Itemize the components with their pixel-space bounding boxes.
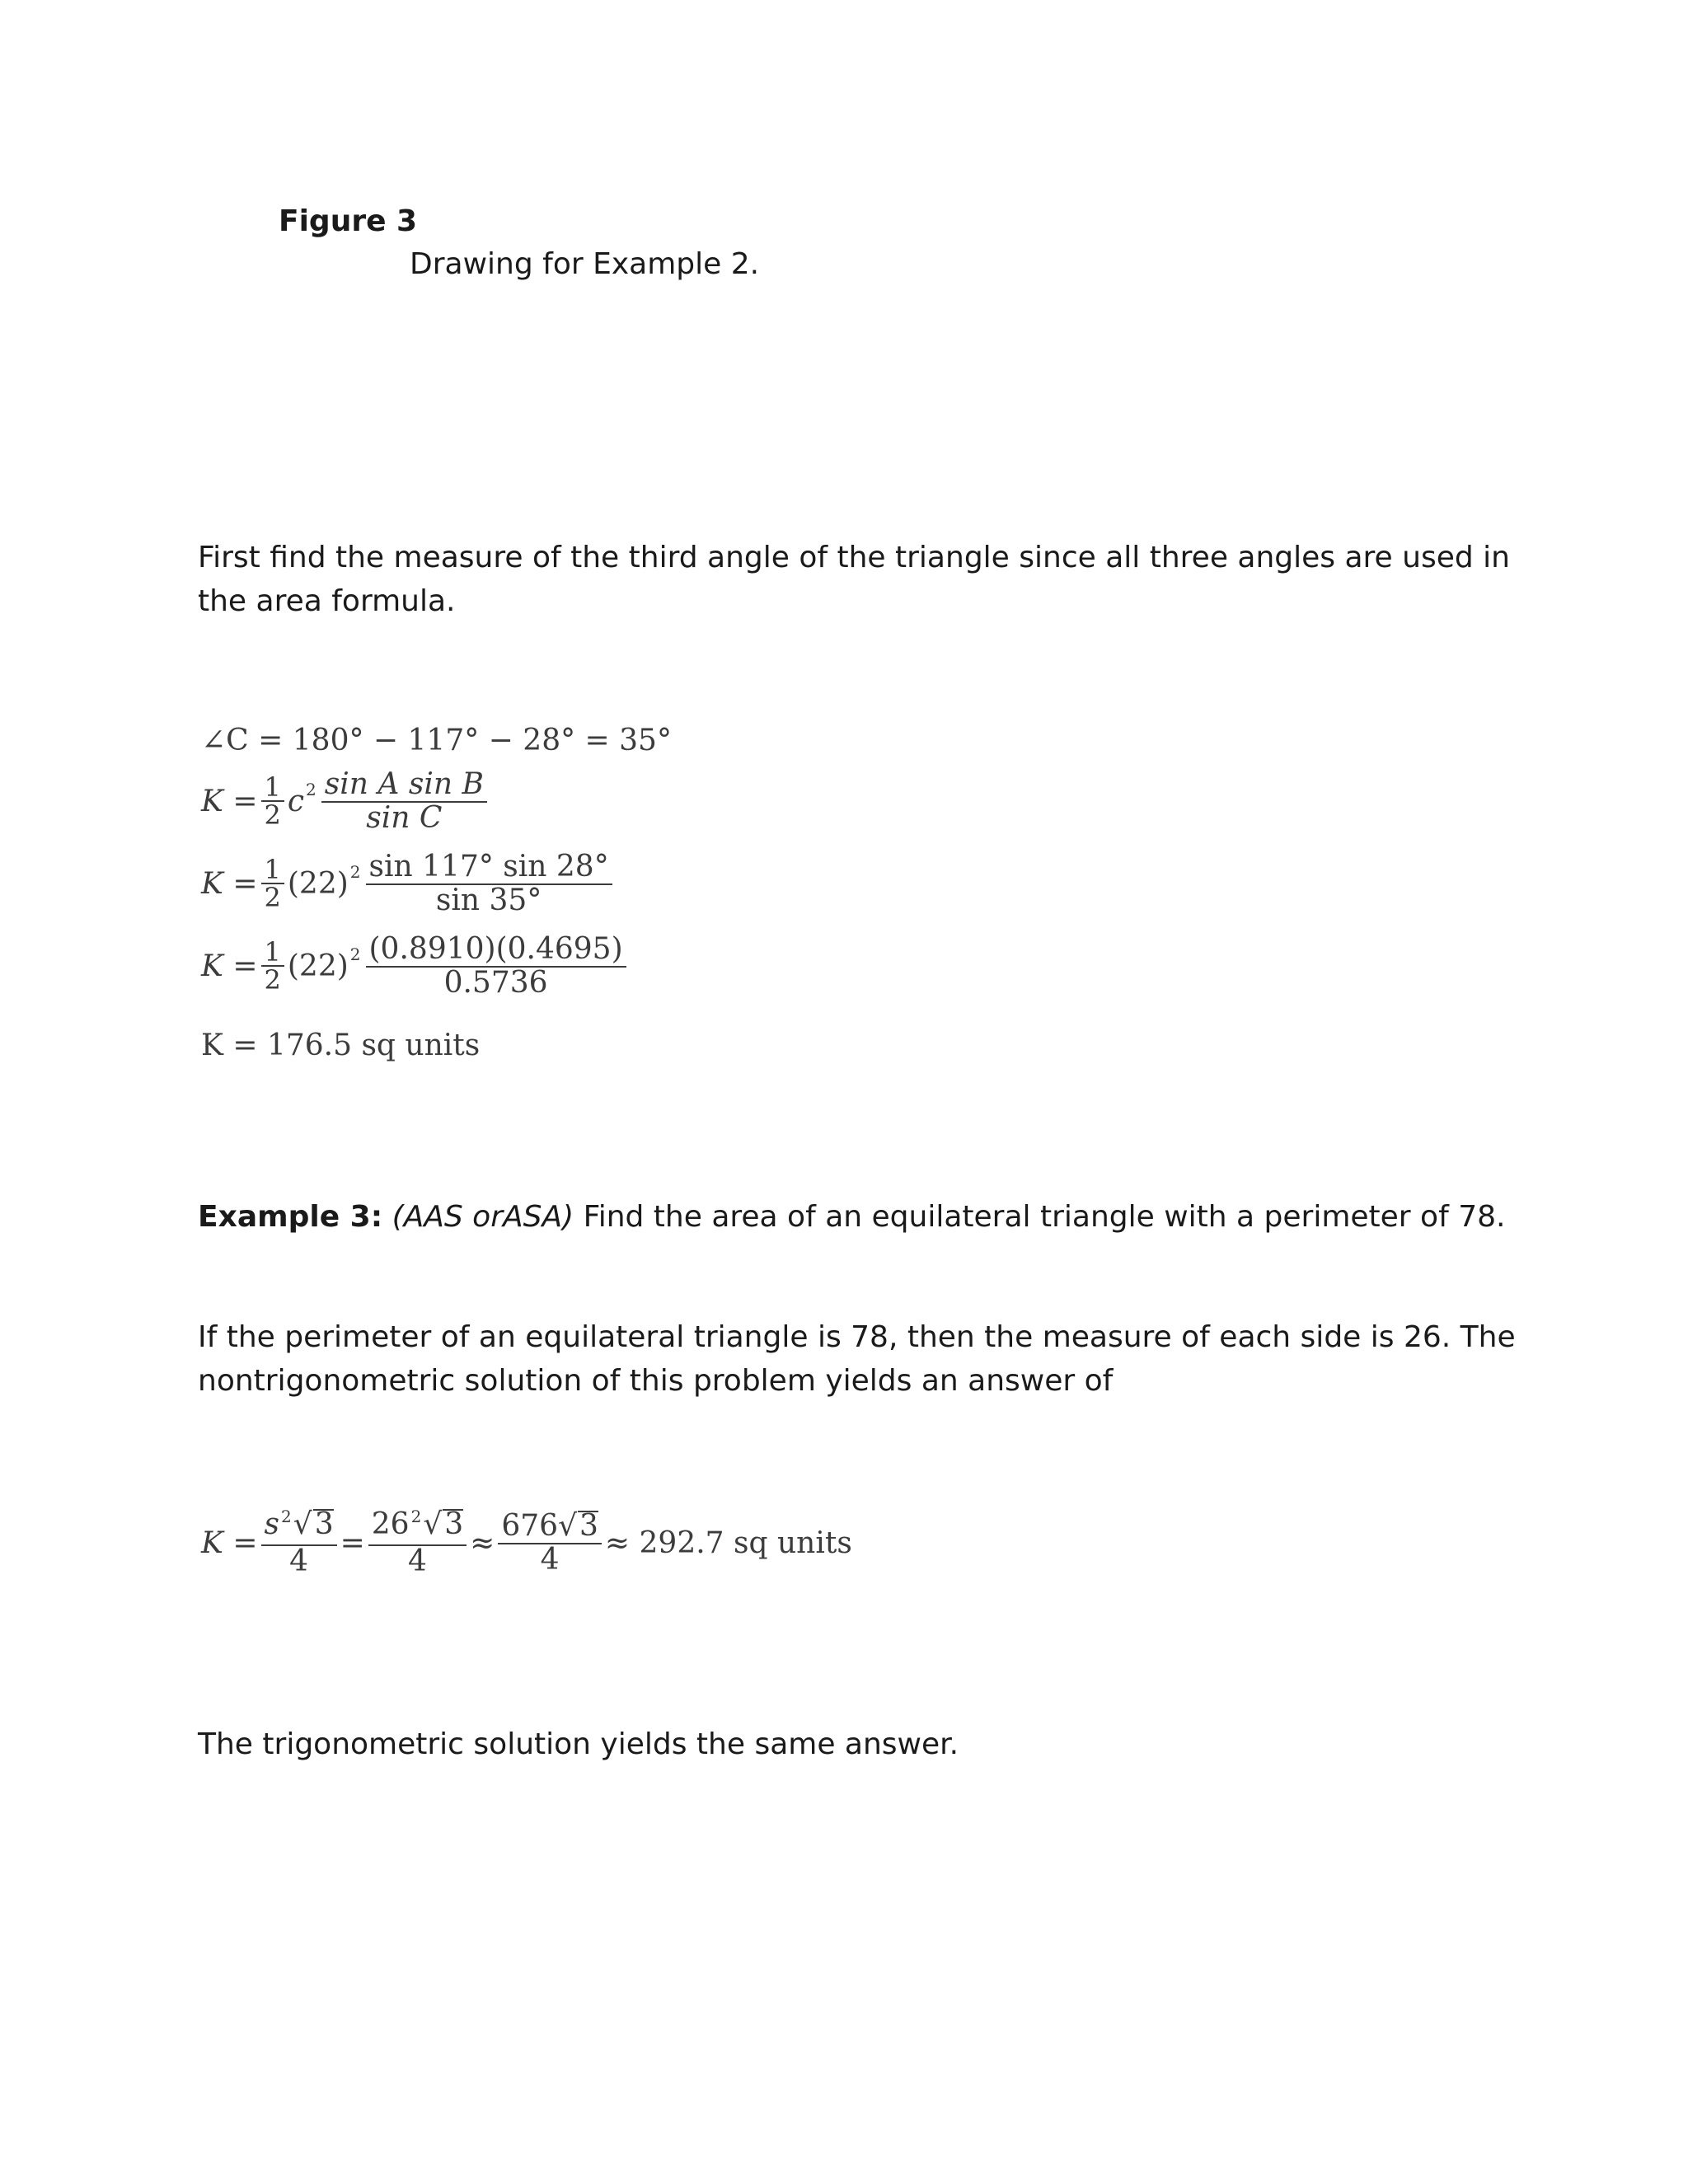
area-formula-line [201, 768, 490, 834]
six-seventy-six-numerator [498, 1510, 602, 1544]
s-variable: s [264, 1507, 279, 1541]
s-squared-numerator [261, 1508, 337, 1546]
one-half-fraction [261, 856, 284, 911]
decimal-numerator: (0.8910)(0.4695) [366, 933, 626, 968]
denominator: 4 [289, 1544, 308, 1578]
denominator: 4 [408, 1544, 427, 1578]
sqrt-symbol: √ [558, 1509, 578, 1543]
equals-sign: = [340, 1526, 365, 1560]
equilateral-area-line [201, 1508, 852, 1577]
twenty-six-numerator [368, 1508, 467, 1546]
k-equals: K = [201, 866, 258, 901]
exponent: 2 [349, 862, 361, 882]
half-denominator: 2 [264, 882, 281, 913]
figure-label: Figure 3 [279, 204, 418, 238]
k-equals: K = [201, 949, 258, 983]
sine-values-denominator: sin 35° [435, 883, 542, 917]
example-3-label: Example 3: [198, 1200, 383, 1234]
sqrt-symbol: √ [423, 1507, 443, 1541]
paragraph-third-angle: First find the measure of the third angle of the triangle since all three angles are used in the area formula. [198, 541, 1510, 618]
decimal-denominator: 0.5736 [443, 966, 548, 1000]
side-value: (22) [287, 866, 349, 901]
example-3-statement [198, 1195, 1517, 1239]
radicand: 3 [444, 1507, 464, 1541]
side-value: (22) [287, 949, 349, 983]
angle-c-equation [201, 724, 672, 757]
twenty-six-fraction [368, 1508, 467, 1577]
sine-values-fraction [366, 851, 612, 916]
figure-caption: Drawing for Example 2. [410, 247, 760, 281]
area-substitution-line [201, 851, 616, 916]
area-calculation-block [201, 717, 672, 1080]
radicand: 3 [579, 1509, 598, 1543]
one-half-fraction [261, 936, 284, 996]
value-676: 676 [501, 1509, 559, 1543]
paragraph-trig-solution: The trigonometric solution yields the same answer. [198, 1727, 959, 1761]
c-variable: c [287, 784, 305, 818]
exponent: 2 [349, 944, 361, 964]
example-3-text: Find the area of an equilateral triangle with a perimeter of 78. [574, 1200, 1506, 1234]
sine-denominator: sin C [366, 801, 443, 835]
area-result-line [201, 1029, 480, 1062]
equilateral-area-block [201, 1500, 943, 1599]
half-denominator: 2 [264, 964, 281, 996]
sqrt-symbol: √ [293, 1507, 312, 1541]
half-numerator: 1 [261, 939, 284, 967]
k-equals: K = [201, 784, 258, 818]
side-26: 26 [371, 1507, 410, 1541]
denominator: 4 [540, 1543, 560, 1577]
angle-c-text: ∠C = 180° − 117° − 28° = 35° [201, 724, 672, 757]
area-result: K = 176.5 sq units [201, 1029, 481, 1062]
exponent: 2 [410, 1507, 422, 1526]
example-3-case: (AAS orASA) [392, 1200, 574, 1234]
exponent: 2 [281, 1507, 292, 1526]
exponent: 2 [306, 780, 316, 799]
half-denominator: 2 [264, 799, 281, 831]
radicand: 3 [314, 1507, 334, 1541]
k-equals: K = [201, 1526, 258, 1560]
decimal-fraction [366, 933, 626, 999]
six-seventy-six-fraction [498, 1510, 602, 1576]
sine-numerator: sin A sin B [321, 768, 487, 803]
sine-ratio-fraction [321, 768, 487, 834]
paragraph-perimeter: If the perimeter of an equilateral triangle is 78, then the measure of each side is 26. The nontrigonometric solution of this problem yields an answer of [198, 1320, 1516, 1398]
s-squared-fraction [261, 1508, 337, 1577]
equilateral-area-result: ≈ 292.7 sq units [604, 1526, 852, 1560]
half-numerator: 1 [261, 856, 284, 884]
approx-sign: ≈ [470, 1526, 495, 1560]
half-numerator: 1 [261, 774, 284, 802]
one-half-fraction [261, 771, 284, 831]
area-decimal-line [201, 933, 630, 999]
sine-values-numerator: sin 117° sin 28° [366, 851, 612, 885]
